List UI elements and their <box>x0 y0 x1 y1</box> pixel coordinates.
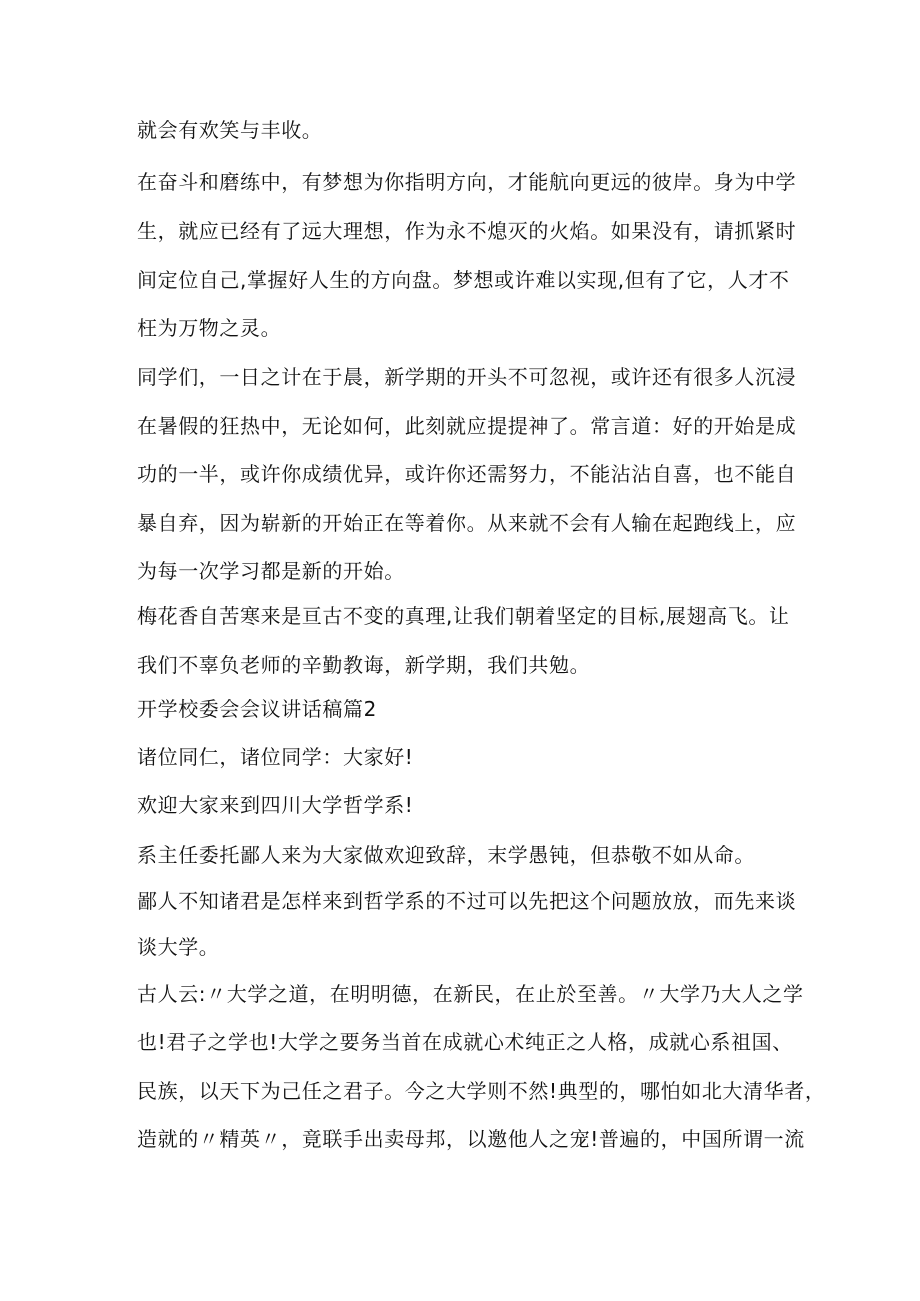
text-line: 间定位自己,掌握好人生的方向盘。梦想或许难以实现,但有了它，人才不 <box>137 268 790 292</box>
text-line: 欢迎大家来到四川大学哲学系! <box>137 793 414 817</box>
text-line: 枉为万物之灵。 <box>137 316 282 340</box>
text-line: 功的一半，或许你成绩优异，或许你还需努力，不能沾沾自喜，也不能自 <box>137 462 797 486</box>
text-line: 鄙人不知诸君是怎样来到哲学系的不过可以先把这个问题放放，而先来谈 <box>137 889 797 913</box>
text-line: 民族，以天下为己任之君子。今之大学则不然!典型的，哪怕如北大清华者， <box>137 1079 826 1103</box>
text-line: 在暑假的狂热中，无论如何，此刻就应提提神了。常言道：好的开始是成 <box>137 414 797 438</box>
text-line: 暴自弃，因为崭新的开始正在等着你。从来就不会有人输在起跑线上，应 <box>137 511 797 535</box>
text-line: 也!君子之学也!大学之要务当首在成就心术纯正之人格，成就心系祖国、 <box>137 1030 793 1054</box>
text-line: 同学们，一日之计在于晨，新学期的开头不可忽视，或许还有很多人沉浸 <box>137 365 797 389</box>
text-line: 系主任委托鄙人来为大家做欢迎致辞，末学愚钝，但恭敬不如从命。 <box>137 843 755 867</box>
text-line: 古人云:〃大学之道，在明明德，在新民，在止於至善。〃大学乃大人之学 <box>137 982 804 1006</box>
text-line: 就会有欢笑与丰收。 <box>137 118 323 142</box>
text-line: 生，就应已经有了远大理想，作为永不熄灭的火焰。如果没有，请抓紧时 <box>137 219 797 243</box>
text-line: 梅花香自苦寒来是亘古不变的真理,让我们朝着坚定的目标,展翅高飞。让 <box>137 604 790 628</box>
text-line: 我们不辜负老师的辛勤教诲，新学期，我们共勉。 <box>137 653 591 677</box>
section-heading: 开学校委会会议讲话稿篇2 <box>137 697 377 721</box>
text-line: 诸位同仁，诸位同学：大家好! <box>137 745 414 769</box>
text-line: 为每一次学习都是新的开始。 <box>137 559 405 583</box>
text-line: 谈大学。 <box>137 935 220 959</box>
text-line: 造就的〃精英〃，竟联手出卖母邦，以邀他人之宠!普遍的，中国所谓一流 <box>137 1127 805 1151</box>
text-line: 在奋斗和磨练中，有梦想为你指明方向，才能航向更远的彼岸。身为中学 <box>137 170 797 194</box>
